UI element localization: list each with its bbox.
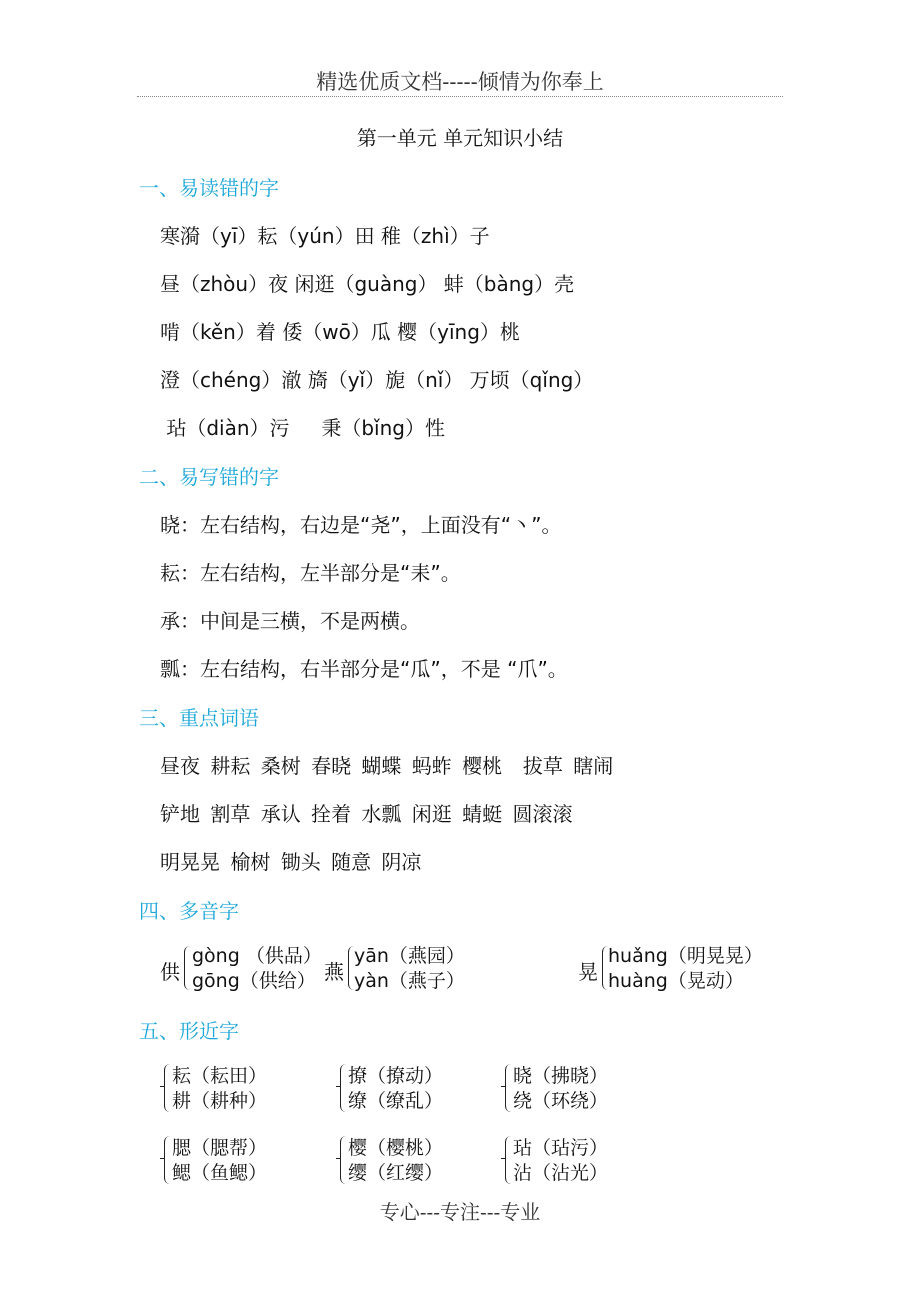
writing-note-1: 晓：左右结构，右边是“尧”，上面没有“丶”。 bbox=[160, 513, 562, 537]
similar-char-entry: 缨（红缨） bbox=[348, 1162, 444, 1184]
similar-char-entry: 绕（环绕） bbox=[513, 1090, 609, 1112]
similar-char-entry: 玷（玷污） bbox=[513, 1137, 609, 1159]
word-line-1: 昼夜 耕耘 桑树 春晓 蝴蝶 蚂蚱 樱桃 拔草 瞎闹 bbox=[160, 754, 614, 778]
document-title: 第一单元 单元知识小结 bbox=[356, 126, 564, 150]
polyphone-char: 燕 bbox=[324, 960, 344, 984]
header-divider bbox=[137, 96, 783, 97]
section-heading-5: 五、形近字 bbox=[139, 1019, 239, 1043]
polyphone-reading: gòng （供品） bbox=[192, 945, 322, 967]
word-line-2: 铲地 割草 承认 拴着 水瓢 闲逛 蜻蜓 圆滚滚 bbox=[160, 802, 573, 826]
writing-note-4: 瓢：左右结构，右半部分是“瓜”，不是 “爪”。 bbox=[160, 657, 568, 681]
page-header: 精选优质文档-----倾情为你奉上 bbox=[316, 70, 604, 94]
reading-line-1: 寒漪（yī）耘（yún）田 稚（zhì）子 bbox=[160, 224, 490, 248]
section-heading-2: 二、易写错的字 bbox=[139, 465, 279, 489]
polyphone-reading: huǎng（明晃晃） bbox=[608, 945, 763, 967]
polyphone-huang bbox=[578, 944, 778, 996]
similar-char-entry: 樱（樱桃） bbox=[348, 1137, 444, 1159]
brace-icon bbox=[340, 1136, 346, 1184]
word-line-3: 明晃晃 榆树 锄头 随意 阴凉 bbox=[160, 850, 422, 874]
similar-char-pair bbox=[164, 1136, 304, 1188]
section-heading-3: 三、重点词语 bbox=[139, 706, 259, 730]
similar-char-entry: 沾（沾光） bbox=[513, 1162, 609, 1184]
similar-char-entry: 晓（拂晓） bbox=[513, 1065, 609, 1087]
similar-char-entry: 耕（耕种） bbox=[172, 1090, 268, 1112]
writing-note-2: 耘：左右结构，左半部分是“耒”。 bbox=[160, 561, 461, 585]
polyphone-reading: huàng（晃动） bbox=[608, 970, 744, 992]
polyphone-char: 晃 bbox=[578, 960, 598, 984]
reading-line-2: 昼（zhòu）夜 闲逛（guàng） 蚌（bàng）壳 bbox=[160, 272, 575, 296]
similar-char-entry: 鳃（鱼鳃） bbox=[172, 1162, 268, 1184]
similar-char-entry: 腮（腮帮） bbox=[172, 1137, 268, 1159]
brace-icon bbox=[164, 1136, 170, 1184]
similar-char-pair bbox=[164, 1064, 304, 1116]
brace-icon bbox=[184, 946, 190, 990]
reading-line-4: 澄（chéng）澈 旖（yǐ）旎（nǐ） 万顷（qǐng） bbox=[160, 368, 594, 392]
polyphone-yan bbox=[324, 944, 494, 996]
brace-icon bbox=[164, 1064, 170, 1112]
similar-char-entry: 撩（撩动） bbox=[348, 1065, 444, 1087]
similar-char-entry: 缭（缭乱） bbox=[348, 1090, 444, 1112]
polyphone-reading: yān（燕园） bbox=[354, 945, 465, 967]
similar-char-pair bbox=[505, 1064, 645, 1116]
reading-line-5: 玷（diàn）污 秉（bǐng）性 bbox=[160, 416, 445, 440]
reading-line-3: 啃（kěn）着 倭（wō）瓜 樱（yīng）桃 bbox=[160, 320, 520, 344]
similar-char-pair bbox=[340, 1064, 480, 1116]
polyphone-reading: gōng（供给） bbox=[192, 970, 316, 992]
similar-char-pair bbox=[340, 1136, 480, 1188]
similar-char-entry: 耘（耘田） bbox=[172, 1065, 268, 1087]
section-heading-1: 一、易读错的字 bbox=[139, 176, 279, 200]
polyphone-reading: yàn（燕子） bbox=[354, 970, 465, 992]
writing-note-3: 承：中间是三横，不是两横。 bbox=[160, 609, 420, 633]
section-heading-4: 四、多音字 bbox=[139, 899, 239, 923]
brace-icon bbox=[505, 1136, 511, 1184]
polyphone-gong bbox=[160, 944, 330, 996]
polyphone-char: 供 bbox=[160, 960, 180, 984]
brace-icon bbox=[340, 1064, 346, 1112]
similar-char-pair bbox=[505, 1136, 645, 1188]
brace-icon bbox=[505, 1064, 511, 1112]
page-footer: 专心---专注---专业 bbox=[379, 1200, 541, 1224]
